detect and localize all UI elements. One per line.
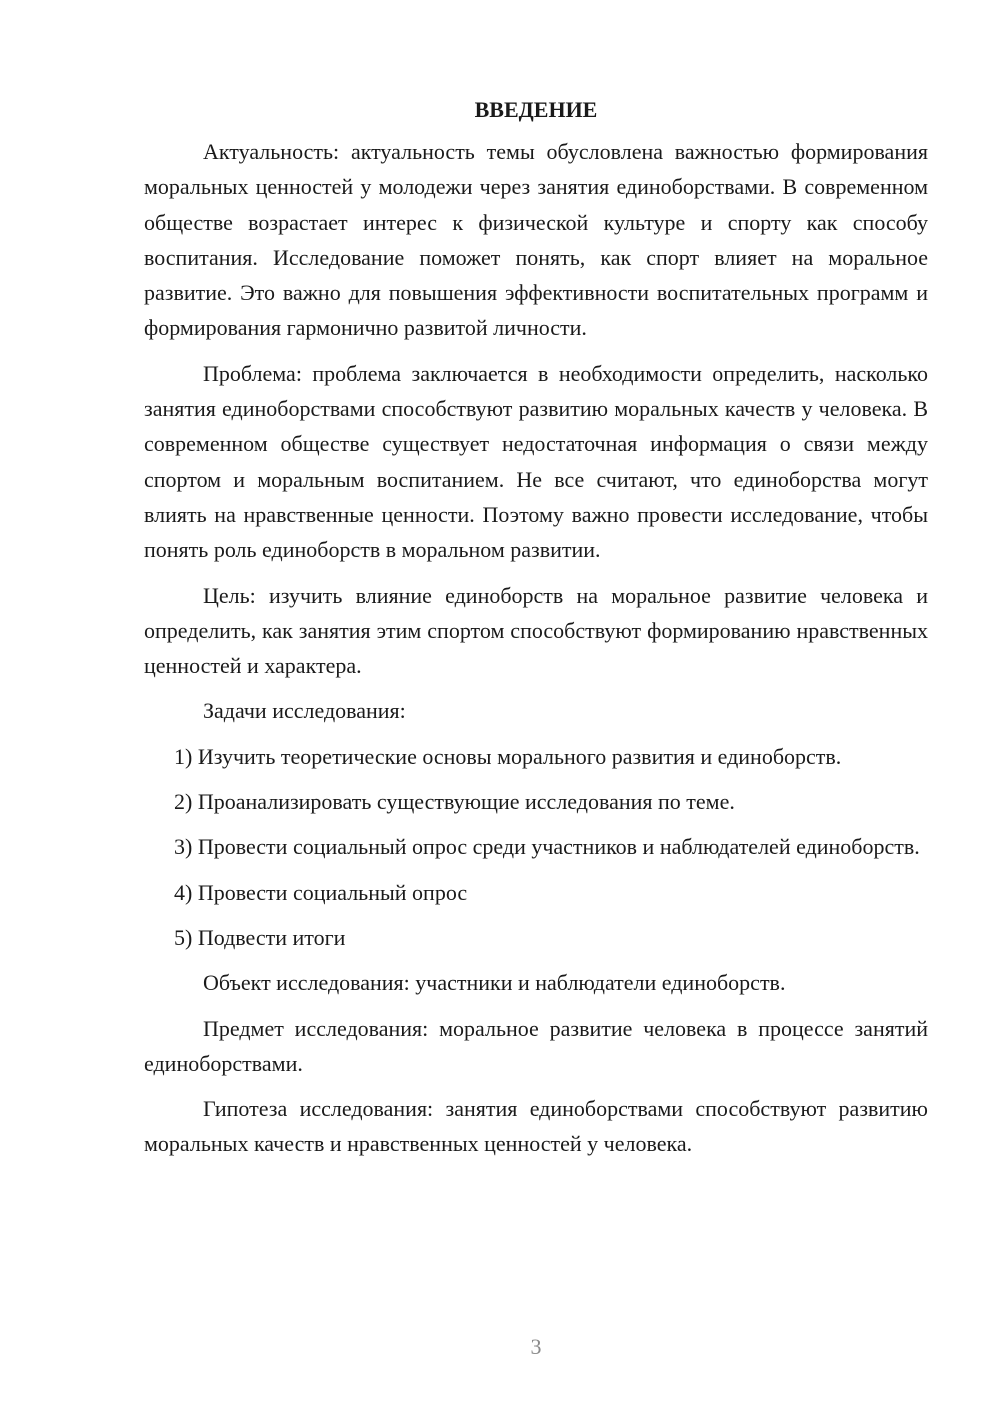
page-number: 3 — [530, 1334, 542, 1359]
document-page — [144, 92, 928, 1172]
task-item-5: 5) Подвести итоги — [174, 924, 346, 950]
task-item-2: 2) Проанализировать существующие исследования по теме. — [174, 789, 735, 815]
relevance-paragraph: Актуальность: актуальность темы обусловлена важностью формирования моральных ценностей у молодежи через занятия единоборствами. В современном обществе возрастает интерес к физической культуре и спорту как способу воспитания. Исследование поможет понять, как спорт влияет на моральное развитие. Это важно для повышения эффективности воспитательных программ и формирования гармонично развитой личности. — [144, 139, 928, 341]
subject-paragraph: Предмет исследования: моральное развитие человека в процессе занятий единоборствами. — [144, 1015, 928, 1076]
task-item-1: 1) Изучить теоретические основы морального развития и единоборств. — [174, 743, 842, 769]
object-paragraph: Объект исследования: участники и наблюдатели единоборств. — [203, 970, 786, 996]
problem-paragraph: Проблема: проблема заключается в необходимости определить, насколько занятия единоборствами способствуют развитию моральных качеств у человека. В современном обществе существует недостаточная информация о связи между спортом и моральным воспитанием. Не все считают, что единоборства могут влиять на нравственные ценности. Поэтому важно провести исследование, чтобы понять роль единоборств в моральном развитии. — [144, 360, 928, 563]
hypothesis-paragraph: Гипотеза исследования: занятия единоборствами способствуют развитию моральных качеств и нравственных ценностей у человека. — [144, 1096, 928, 1157]
task-item-4: 4) Провести социальный опрос — [174, 879, 468, 905]
page-title: ВВЕДЕНИЕ — [474, 97, 598, 122]
task-item-3: 3) Провести социальный опрос среди участников и наблюдателей единоборств. — [174, 834, 920, 860]
tasks-heading: Задачи исследования: — [203, 698, 406, 724]
goal-paragraph: Цель: изучить влияние единоборств на моральное развитие человека и определить, как занятия этим спортом способствуют формированию нравственных ценностей и характера. — [144, 582, 928, 679]
